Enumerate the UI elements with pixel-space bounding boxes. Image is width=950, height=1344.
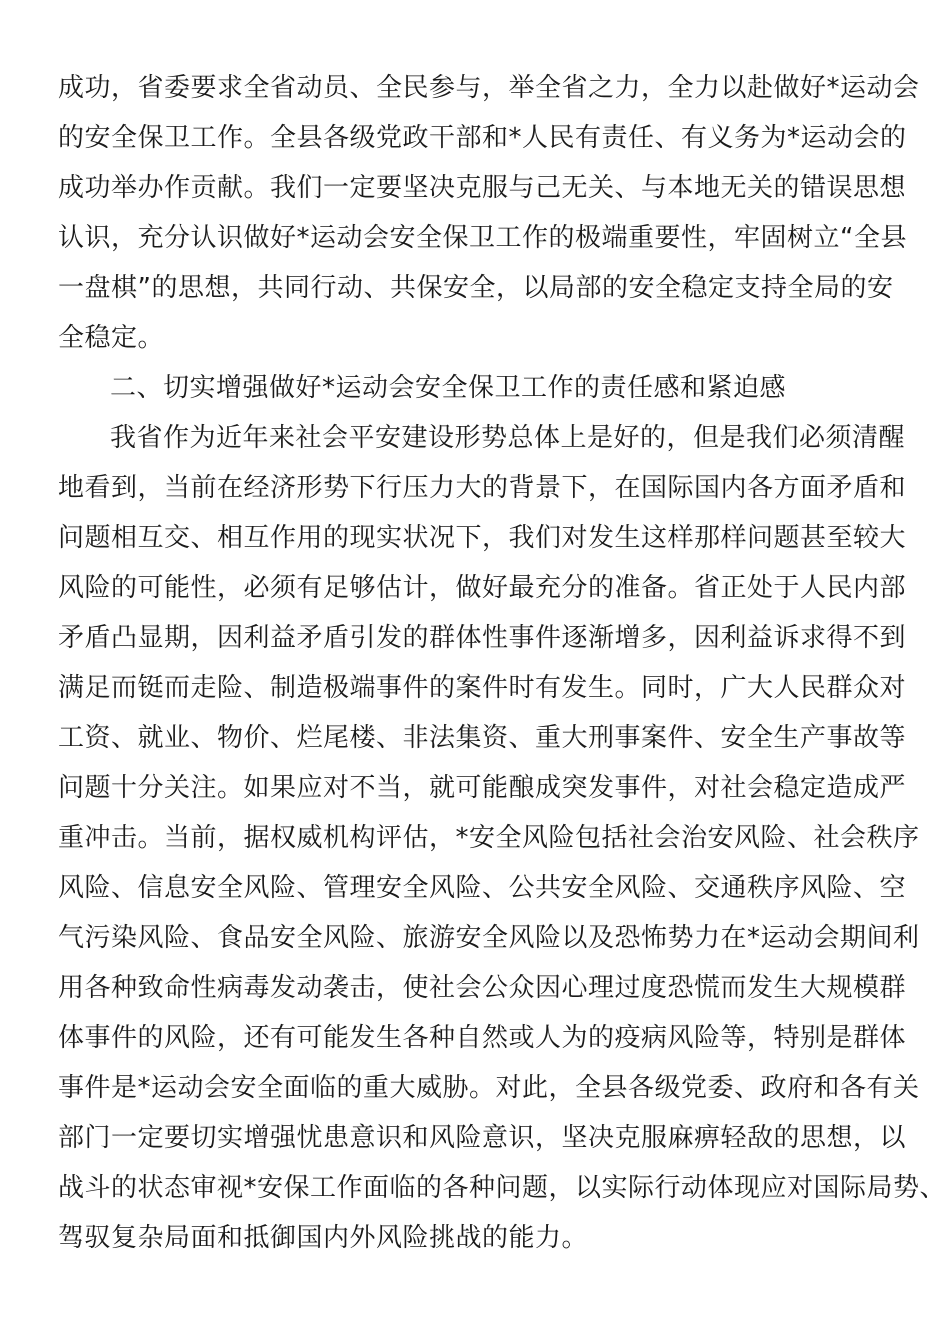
text-line: 部门一定要切实增强忧患意识和风险意识，坚决克服麻痹轻敌的思想，以 [58, 1123, 907, 1153]
text-line: 风险的可能性，必须有足够估计，做好最充分的准备。省正处于人民内部 [58, 573, 907, 603]
text-line: 全稳定。 [58, 323, 165, 353]
text-line: 我省作为近年来社会平安建设形势总体上是好的，但是我们必须清醒 [110, 423, 906, 453]
text-line: 问题相互交、相互作用的现实状况下，我们对发生这样那样问题甚至较大 [58, 523, 907, 553]
text-line: 的安全保卫工作。全县各级党政干部和*人民有责任、有义务为*运动会的 [58, 123, 907, 153]
text-line: 重冲击。当前，据权威机构评估，*安全风险包括社会治安风险、社会秩序 [58, 823, 920, 853]
text-line: 驾驭复杂局面和抵御国内外风险挑战的能力。 [58, 1223, 589, 1253]
text-line: 风险、信息安全风险、管理安全风险、公共安全风险、交通秩序风险、空 [58, 873, 907, 903]
text-line: 地看到，当前在经济形势下行压力大的背景下，在国际国内各方面矛盾和 [58, 473, 907, 503]
text-line: 气污染风险、食品安全风险、旅游安全风险以及恐怖势力在*运动会期间利 [58, 923, 920, 953]
section-heading: 二、切实增强做好*运动会安全保卫工作的责任感和紧迫感 [110, 373, 787, 403]
text-line: 工资、就业、物价、烂尾楼、非法集资、重大刑事案件、安全生产事故等 [58, 723, 907, 753]
paragraph-1 [58, 63, 920, 363]
text-line: 认识，充分认识做好*运动会安全保卫工作的极端重要性，牢固树立“全县 [58, 223, 907, 253]
text-line: 事件是*运动会安全面临的重大威胁。对此，全县各级党委、政府和各有关 [58, 1073, 920, 1103]
text-line: 用各种致命性病毒发动袭击，使社会公众因心理过度恐慌而发生大规模群 [58, 973, 907, 1003]
text-line: 成功举办作贡献。我们一定要坚决克服与己无关、与本地无关的错误思想 [58, 173, 907, 203]
text-line: 一盘棋”的思想，共同行动、共保安全，以局部的安全稳定支持全局的安 [58, 273, 894, 303]
text-line: 满足而铤而走险、制造极端事件的案件时有发生。同时，广大人民群众对 [58, 673, 907, 703]
text-line: 成功，省委要求全省动员、全民参与，举全省之力，全力以赴做好*运动会 [58, 73, 920, 103]
text-line: 问题十分关注。如果应对不当，就可能酿成突发事件，对社会稳定造成严 [58, 773, 907, 803]
document-page [58, 63, 947, 1263]
text-line: 战斗的状态审视*安保工作面临的各种问题，以实际行动体现应对国际局势、 [58, 1173, 947, 1203]
paragraph-2 [58, 413, 947, 1263]
text-line: 矛盾凸显期，因利益矛盾引发的群体性事件逐渐增多，因利益诉求得不到 [58, 623, 907, 653]
text-line: 体事件的风险，还有可能发生各种自然或人为的疫病风险等，特别是群体 [58, 1023, 907, 1053]
